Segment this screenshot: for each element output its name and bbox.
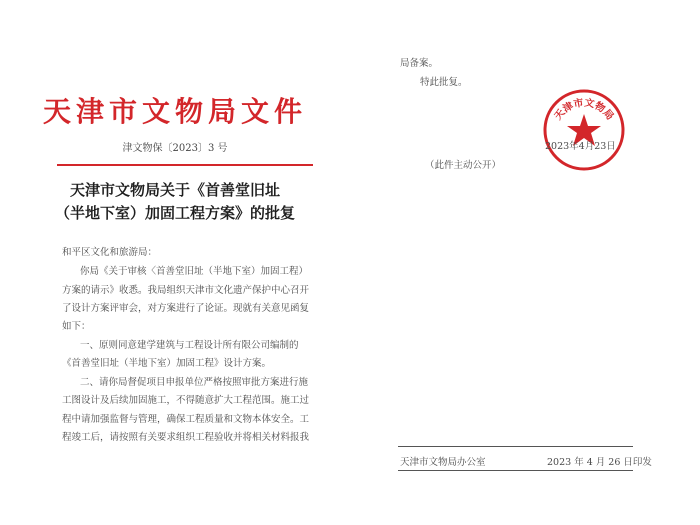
official-seal-icon [542, 88, 626, 172]
paragraph-line: 你局《关于审核〈首善堂旧址（半地下室）加固工程） [80, 266, 309, 277]
paragraph-line: 工图设计及后续加固施工，不得随意扩大工程范围。施工过 [62, 395, 310, 406]
paragraph-line: 《首善堂旧址（半地下室）加固工程》设计方案。 [62, 358, 272, 369]
reply-title-line-1: 天津市文物局关于《首善堂旧址 [69, 181, 280, 199]
paragraph-line: 程竣工后，请按照有关要求组织工程验收并将相关材料报我 [62, 432, 310, 443]
document-header-title: 天津市文物局文件 [42, 95, 307, 128]
reply-title [0, 179, 350, 225]
paragraph-line: 了设计方案评审会，对方案进行了论证。现就有关意见函复 [62, 303, 310, 314]
footer-top-rule [398, 446, 633, 447]
seal-text: 天津市文物局 [552, 97, 616, 123]
signing-date: 2023年4月23日 [545, 141, 616, 152]
paragraph-line: 程中请加强监督与管理，确保工程质量和文物本体安全。工 [62, 414, 310, 425]
red-divider [57, 164, 313, 166]
closing-line: 特此批复。 [420, 77, 468, 88]
paragraph-line: 如下： [62, 321, 91, 332]
paragraph-line: 二、请你局督促项目申报单位严格按照审批方案进行施 [80, 377, 309, 388]
reply-title-line-2: （半地下室）加固工程方案》的批复 [54, 204, 295, 222]
paragraph-line: 方案的请示》收悉。我局组织天津市文化遗产保护中心召开 [62, 285, 310, 296]
issuing-office: 天津市文物局办公室 [400, 457, 486, 468]
continued-line: 局备案。 [400, 58, 439, 69]
document-number: 津文物保〔2023〕3 号 [122, 143, 228, 154]
public-note: （此件主动公开） [425, 160, 502, 171]
print-date: 2023 年 4 月 26 日印发 [547, 457, 652, 468]
footer-bottom-rule [398, 470, 633, 471]
addressee: 和平区文化和旅游局： [62, 247, 158, 258]
paragraph-line: 一、原则同意建学建筑与工程设计所有限公司编制的 [80, 340, 299, 351]
